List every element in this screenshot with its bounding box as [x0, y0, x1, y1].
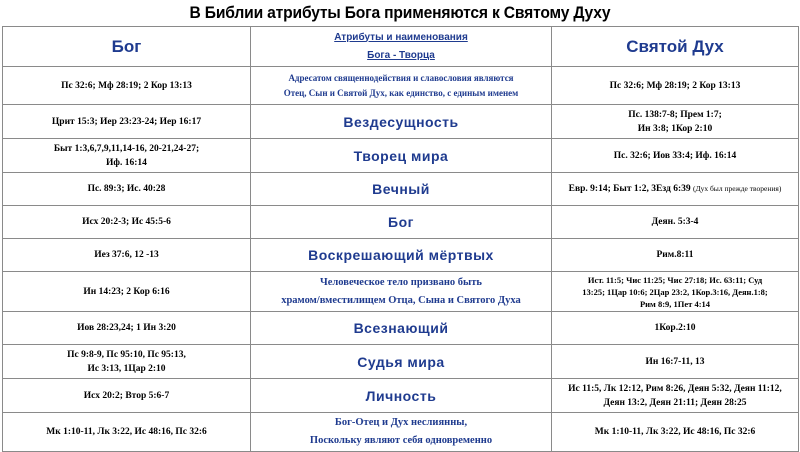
spirit-refs-line: Ист. 11:5; Чис 11:25; Чис 27:18; Ис. 63:11; Суд: [587, 274, 763, 285]
header-attributes-line1: Атрибуты и наименования: [334, 31, 468, 43]
table-row: [3, 272, 799, 312]
header-attributes-line2: Бога - Творца: [367, 49, 435, 61]
spirit-refs: [552, 379, 799, 413]
header-cell-holy-spirit: [552, 27, 799, 67]
spirit-refs-line: Ис 11:5, Лк 12:12, Рим 8:26, Деян 5:32, Деян 11:12,: [568, 383, 782, 394]
god-refs-line: Ис 3:13, 1Цар 2:10: [87, 363, 166, 374]
spirit-refs: Рим.8:11: [552, 239, 799, 272]
spirit-refs-line: Пс. 138:7-8; Прем 1:7;: [628, 109, 722, 120]
header-holy-spirit: Святой Дух: [626, 36, 724, 56]
table-row: [3, 67, 799, 105]
header-god: Бог: [111, 36, 142, 56]
spirit-refs: Пс 32:6; Мф 28:19; 2 Кор 13:13: [552, 67, 799, 105]
attribute-cell: [251, 67, 552, 105]
god-refs: Црит 15:3; Иер 23:23-24; Иер 16:17: [3, 105, 251, 139]
attribute-cell: [251, 413, 552, 452]
spirit-refs-note: (Дух был прежде творения): [692, 184, 782, 193]
god-refs: Мк 1:10-11, Лк 3:22, Ис 48:16, Пс 32:6: [3, 413, 251, 452]
spirit-refs: Ин 16:7-11, 13: [552, 345, 799, 379]
attributes-table: [2, 26, 799, 452]
god-refs: Ин 14:23; 2 Кор 6:16: [3, 272, 251, 312]
spirit-refs: [552, 105, 799, 139]
spirit-refs: [552, 173, 799, 206]
god-refs: Исх 20:2-3; Ис 45:5-6: [3, 206, 251, 239]
header-cell-attributes: [251, 27, 552, 67]
attribute-line: храмом/вместилищем Отца, Сына и Святого Духа: [281, 294, 521, 306]
attribute-cell: Судья мира: [251, 345, 552, 379]
spirit-refs-line: Ин 3:8; 1Кор 2:10: [637, 123, 713, 134]
god-refs-line: Быт 1:3,6,7,9,11,14-16, 20-21,24-27;: [53, 143, 200, 154]
table-row: [3, 345, 799, 379]
attribute-cell: Творец мира: [251, 139, 552, 173]
spirit-refs-line: 13:25; 1Цар 10:6; 2Цар 23:2, 1Кор.3:16, Деян.1:8;: [582, 286, 768, 297]
attribute-cell: Вечный: [251, 173, 552, 206]
god-refs: Иез 37:6, 12 -13: [3, 239, 251, 272]
attribute-cell: [251, 272, 552, 312]
god-refs: [3, 139, 251, 173]
attribute-cell: Бог: [251, 206, 552, 239]
table-header-row: [3, 27, 799, 67]
god-refs: Исх 20:2; Втор 5:6-7: [3, 379, 251, 413]
table-row: [3, 379, 799, 413]
attribute-line: Человеческое тело призвано быть: [320, 276, 482, 288]
spirit-refs-text: Евр. 9:14; Быт 1:2, 3Езд 6:39: [568, 184, 691, 194]
god-refs-line: Пс 9:8-9, Пс 95:10, Пс 95:13,: [67, 349, 186, 360]
attribute-line: Бог-Отец и Дух неслиянны,: [334, 417, 468, 428]
god-refs: Пс. 89:3; Ис. 40:28: [3, 173, 251, 206]
table-row: [3, 206, 799, 239]
attribute-line: Адресатом священнодействия и славословия являются: [288, 72, 514, 83]
god-refs: Пс 32:6; Мф 28:19; 2 Кор 13:13: [3, 67, 251, 105]
god-refs-line: Иф. 16:14: [106, 157, 147, 168]
table-row: [3, 173, 799, 206]
attribute-line: Поскольку являют себя одновременно: [309, 435, 493, 446]
attribute-cell: Вездесущность: [251, 105, 552, 139]
spirit-refs-line: Деян 13:2, Деян 21:11; Деян 28:25: [603, 397, 747, 408]
table-row: [3, 105, 799, 139]
spirit-refs: Пс. 32:6; Иов 33:4; Иф. 16:14: [552, 139, 799, 173]
spirit-refs: Мк 1:10-11, Лк 3:22, Ис 48:16, Пс 32:6: [552, 413, 799, 452]
spirit-refs: [552, 272, 799, 312]
slide-title: В Библии атрибуты Бога применяются к Святому Духу: [189, 3, 611, 22]
attribute-cell: Всезнающий: [251, 312, 552, 345]
table-row: [3, 139, 799, 173]
attribute-cell: Личность: [251, 379, 552, 413]
god-refs: [3, 345, 251, 379]
spirit-refs-line: Рим 8:9, 1Пет 4:14: [639, 298, 711, 309]
table-row: [3, 413, 799, 452]
table-row: [3, 312, 799, 345]
god-refs: Иов 28:23,24; 1 Ин 3:20: [3, 312, 251, 345]
table-row: [3, 239, 799, 272]
header-attributes: [254, 29, 548, 65]
header-cell-god: [3, 27, 251, 67]
attribute-line: Отец, Сын и Святой Дух, как единство, с единым именем: [283, 87, 519, 98]
attribute-cell: Воскрешающий мёртвых: [251, 239, 552, 272]
spirit-refs: 1Кор.2:10: [552, 312, 799, 345]
spirit-refs: Деян. 5:3-4: [552, 206, 799, 239]
